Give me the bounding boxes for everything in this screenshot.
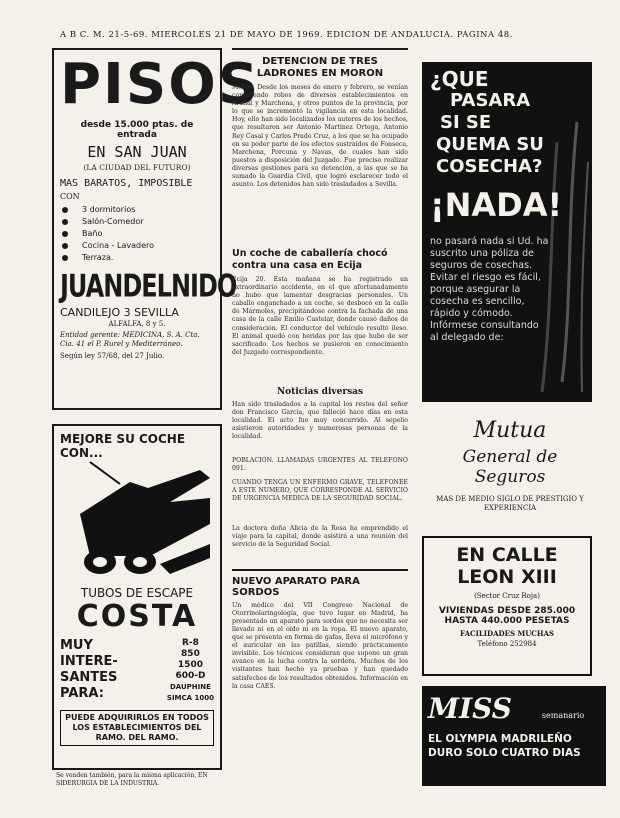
article-column [232,52,408,778]
article3-notice: POBLACION. LLAMADAS URGENTES AL TELEFONO 091. [232,457,408,473]
costa-model: 850 [181,649,200,659]
costa-model: SIMCA 1000 [166,694,214,702]
article3-body: Han sido trasladados a la capital los restos del señor don Francisco García, que falleció hace días en esta localidad. El acto fue muy concurrido. Al sepelio asistieron autoridades y numerosas personas de la localidad. [232,401,408,441]
page-header: A B C. M. 21-5-69. MIERCOLES 21 DE MAYO DE 1969. EDICION DE ANDALUCIA. PAGINA 48. [60,30,513,40]
article4-body: Un médico del VII Congreso Nacional de Otorrinolaringología, que tuvo lugar en Madrid, ha presentado un aparato para sordos que no necesita ser llevado ni en el oído ni en la ropa. El nuevo aparato, que se presenta en forma de gafas, lleva el micrófono y el auricular en las patillas, siendo prácticamente invisible. Los técnicos consideran que supone un gran avance en la lucha contra la sordera. Muchos de los visitantes han hecho ya pruebas y han quedado satisfechos de los resultados obtenidos. Información en la casa CAES. [232,601,408,690]
leon-title2: LEON XIII [457,566,557,588]
article1-title: DETENCION DE TRES LADRONES EN MORON [256,56,384,79]
feature-label: Salón-Comedor [82,217,144,226]
article1-body: Morón. Desde los meses de enero y febrero, se venían cometiendo robos de diversos establecimientos en Arahal y Marchena, y otros puntos de la provincia, por lo que se incrementó la vigilancia en esta localidad. Hoy, ello han sido localizados los autores de los hechos, que resultaron ser Antonio Martínez Ortega, Antonio Rey Casal y Carlos Prado Cruz, a los que se ha ocupado en su poder parte de los efectos sustraídos de Fonseca, Marchena, Porcuna y Navas, de cuales han sido puestos a disposición del Juzgado. Fue preciso realizar diversas gestiones para su detención, a las que se ha sumado la Guardia Civil, que logró esclarecer todo el asunto. Los detenidos han sido trasladados a Sevilla. [232,84,408,189]
ad-miss [422,686,606,786]
costa-model: R-8 [181,638,199,648]
leon-sector: (Sector Cruz Roja) [474,592,540,600]
pisos-location: EN SAN JUAN [87,143,187,161]
costa-sub: TUBOS DE ESCAPE [80,586,194,600]
feature-item [62,229,214,238]
ad-mutua [422,62,592,402]
bullet-icon [62,207,68,213]
costa-footer: PUEDE ADQUIRIRLOS EN TODOS LOS ESTABLECIMIENTOS DEL RAMO. DEL RAMO. [60,710,214,746]
bullet-icon [62,243,68,249]
article4-title: NUEVO APARATO PARA SORDOS [232,575,360,598]
feature-label: Terraza. [82,253,114,262]
costa-line: SANTES [60,670,118,685]
mutua-line: PASARA [450,90,531,111]
miss-brand: MISS [428,692,512,725]
feature-item [62,241,214,250]
feature-label: 3 dormitorios [82,205,136,214]
costa-line: MUY [60,638,93,653]
pisos-entity: Entidad gerente: MEDICINA, S. A. Cta. Cia. 41 el P. Rurel y Mediterráneo. [60,331,200,348]
leon-terms: FACILIDADES MUCHAS [460,629,554,638]
costa-model: DAUPHINE [169,683,211,691]
mutua-logo-line1: Mutua [473,418,547,443]
pisos-brand: JUANDELNIDO [60,267,237,305]
mutua-line: QUEMA SU [436,134,544,155]
pisos-features [60,205,214,262]
footnote: Se venden también, para la misma aplicación, EN SIDERURGIA DE LA INDUSTRIA. [56,772,208,787]
pisos-price: desde 15.000 ptas. de entrada [80,120,194,140]
costa-lines [60,638,118,704]
article2-title: Un coche de caballería chocó contra una casa en Ecija [232,248,388,271]
bullet-icon [62,255,68,261]
mutua-line: ¿QUE [430,67,489,91]
costa-line: INTERE- [60,654,118,669]
article3-title: Noticias diversas [276,387,364,397]
costa-models [167,638,214,704]
car-exhaust-illustration [60,464,218,584]
leon-price1: VIVIENDAS DESDE 285.000 [438,606,576,616]
mutua-black-panel [422,62,592,402]
pisos-law: Según ley 57/68, del 27 Julio. [60,352,165,360]
feature-item [62,253,214,262]
miss-weekly: semanario [541,711,585,720]
bullet-icon [62,231,68,237]
mutua-logo [430,418,590,513]
costa-body [60,638,214,704]
ad-costa [52,424,222,770]
costa-headline: MEJORE SU COCHE CON... [60,432,186,460]
feature-label: Cocina - Lavadero [82,241,155,250]
pisos-claim: MAS BARATOS, IMPOSIBLE [60,178,193,189]
feature-item [62,217,214,226]
mutua-line: COSECHA? [436,156,543,177]
article3-notice2: CUANDO TENGA UN ENFERMO GRAVE, TELEFONEE A ESTE NUMERO, QUE CORRESPONDE AL SERVICIO DE URGENCIA MEDICA DE LA SEGURIDAD SOCIAL. [232,479,408,503]
mutua-line: ¡NADA! [430,186,563,224]
costa-model: 1500 [177,660,203,670]
pisos-address: CANDILEJO 3 SEVILLA [60,306,179,319]
mutua-logo-line2: General de Seguros [462,447,558,487]
costa-brand: COSTA [76,599,198,634]
feature-item [62,205,214,214]
article2-body: Ecija 20. Esta mañana se ha registrado un extraordinario accidente, en el que afortunadamente no hubo que lamentar desgracias personales. Un caballo enganchado a un coche, se desbocó en la calle de Mármoles, precipitándose contra la fachada de una casa de la calle Emilio Castelar, donde causó daños de consideración. El conductor del vehículo resultó ileso. El animal quedó con heridas por las que hubo de ser sacrificado. Los hechos se pusieron en conocimiento del Juzgado correspondiente. [232,276,408,356]
mutua-body: no pasará nada si Ud. ha suscrito una póliza de seguros de cosechas. Evitar el riesgo es fácil, porque asegurar la cosecha es sencillo, rápido y cómodo. Infórmese consultando al delegado de: [430,236,549,343]
costa-model: 600-D [175,671,206,681]
leon-title1: EN CALLE [456,544,558,566]
pisos-con: CON [60,192,80,201]
ad-pisos [52,48,261,410]
miss-line2: DURO SOLO CUATRO DIAS [428,747,581,759]
article3-extra: La doctora doña Alicia de la Rosa ha emprendido el viaje para la capital, donde asistirá a una reunión del servicio de la Seguridad Social. [232,525,408,549]
mutua-headline [422,62,592,232]
costa-line: PARA: [60,686,104,701]
leon-price2: HASTA 440.000 PESETAS [444,616,570,626]
miss-line1: EL OLYMPIA MADRILEÑO [428,733,572,745]
leon-phone: Teléfono 252984 [477,640,537,648]
mutua-line: SI SE [440,112,492,133]
pisos-slogan: (LA CIUDAD DEL FUTURO) [83,163,191,172]
bullet-icon [62,219,68,225]
miss-brand-row [428,692,600,725]
ad-leon [422,536,592,676]
pisos-title: PISOS [60,52,261,117]
feature-label: Baño [82,229,103,238]
pisos-address2: ALFALFA, 8 y 5. [108,320,166,328]
mutua-tagline: MAS DE MEDIO SIGLO DE PRESTIGIO Y EXPERIENCIA [436,495,584,512]
